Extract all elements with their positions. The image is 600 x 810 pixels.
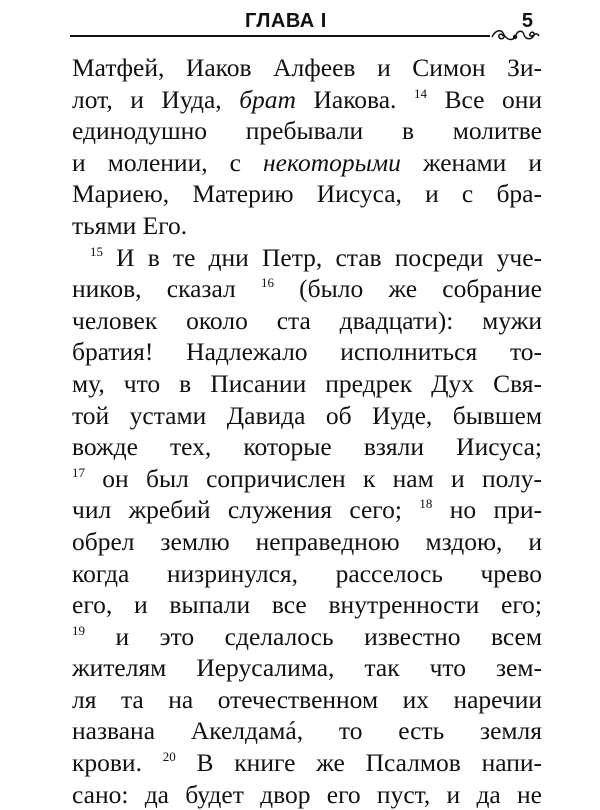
text-line — [72, 178, 542, 210]
scroll-flourish-icon — [490, 25, 540, 45]
text-line — [72, 684, 542, 716]
text-run: лот, и Иуда, — [72, 84, 240, 114]
text-line — [72, 210, 542, 242]
italic-word: некоторыми — [263, 147, 401, 177]
text-line — [72, 463, 542, 495]
text-run: чил жребий служения сего; — [72, 495, 420, 525]
text-run: крови. — [72, 748, 163, 778]
text-line — [72, 494, 542, 526]
verse-number: 19 — [72, 622, 85, 638]
text-run: названа Акелдамá, то есть земля — [72, 716, 542, 746]
text-line — [72, 336, 542, 368]
verse-number: 15 — [90, 243, 103, 259]
verse-number: 16 — [260, 275, 274, 291]
text-run: му, что в Писании предрек Дух Свя- — [72, 368, 542, 398]
page-header — [70, 4, 535, 44]
text-run: его, и выпали все внутренности его; — [72, 590, 542, 620]
text-line — [72, 368, 542, 400]
text-run: В книге же Псалмов напи- — [175, 748, 542, 778]
page-number: 5 — [521, 10, 533, 32]
verse-number: 20 — [162, 749, 176, 765]
text-line — [72, 747, 542, 779]
text-line — [72, 652, 542, 684]
text-line — [72, 779, 542, 810]
text-run: единодушно пребывали в молитве — [72, 116, 542, 146]
text-run: Мариею, Материю Иисуса, и с бра- — [72, 179, 542, 209]
text-run: но при- — [432, 495, 542, 525]
text-run: жителям Иерусалима, так что зем- — [72, 653, 542, 683]
text-run: он был сопричислен к нам и полу- — [85, 463, 542, 493]
text-run: женами и — [400, 147, 542, 177]
verse-number: 18 — [419, 496, 433, 512]
text-run: и это сделалось известно всем — [85, 621, 542, 651]
text-line — [72, 273, 542, 305]
text-line — [72, 715, 542, 747]
text-run: когда низринулся, расселось чрево — [72, 558, 542, 588]
text-line — [72, 52, 542, 84]
text-line — [72, 431, 542, 463]
text-line — [72, 147, 542, 179]
text-run: обрел землю неправедною мздою, и — [72, 526, 542, 556]
text-run: тьями Его. — [72, 210, 188, 240]
text-run: Матфей, Иаков Алфеев и Симон Зи- — [72, 53, 542, 82]
text-run: и молении, с — [72, 147, 264, 177]
chapter-title: ГЛАВА I — [245, 10, 327, 32]
text-run: Все они — [426, 84, 542, 114]
text-run: той устами Давида об Иуде, бывшем — [72, 400, 542, 430]
text-line — [72, 305, 542, 337]
text-run: сано: да будет двор его пуст, и да не — [72, 779, 542, 809]
text-run: братия! Надлежало исполниться то- — [72, 337, 542, 367]
text-run: Иакова. — [295, 84, 414, 114]
text-run: человек около ста двадцати): мужи — [72, 305, 542, 335]
verse-number: 14 — [413, 85, 427, 101]
text-run: (было же собрание — [273, 274, 542, 304]
text-line — [72, 526, 542, 558]
text-run: ников, сказал — [72, 274, 261, 304]
text-line — [72, 621, 542, 653]
text-run: И в те дни Петр, став посреди уче- — [103, 242, 542, 272]
text-line — [72, 115, 542, 147]
text-line — [72, 400, 542, 432]
text-line — [72, 84, 542, 116]
text-run: вожде тех, которые взяли Иисуса; — [72, 432, 542, 462]
text-line — [72, 242, 542, 274]
text-line — [72, 589, 542, 621]
italic-word: брат — [239, 84, 296, 114]
text-line — [72, 558, 542, 590]
header-rule — [70, 35, 490, 37]
verse-number: 17 — [72, 464, 85, 480]
scripture-text — [72, 52, 542, 810]
text-run: ля та на отечественном их наречии — [72, 684, 542, 714]
